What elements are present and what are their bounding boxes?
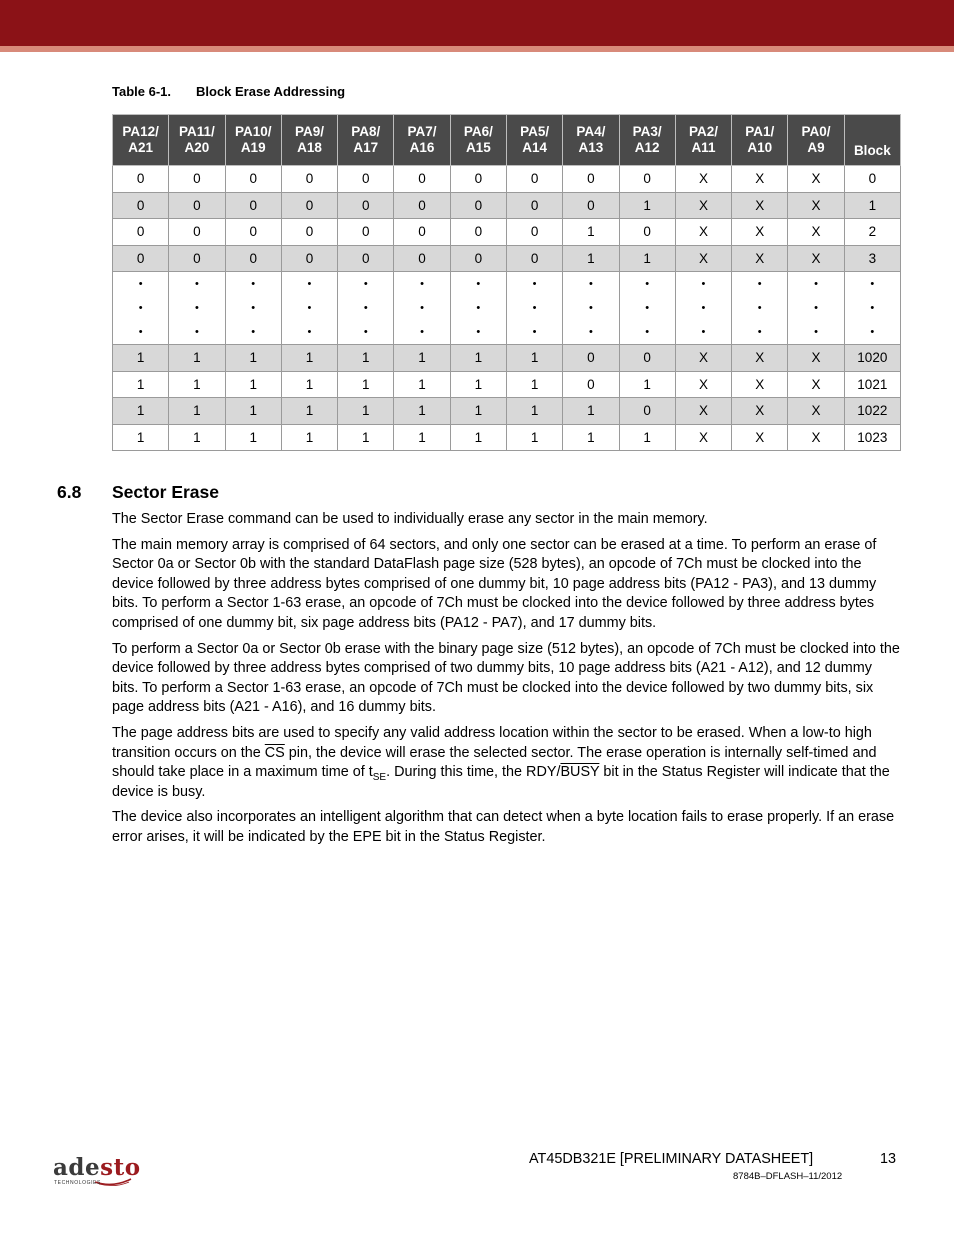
table-cell: 0 (563, 371, 619, 398)
table-cell: 1 (394, 345, 450, 372)
header-text: PA8/ (351, 124, 381, 139)
table-row (113, 398, 901, 425)
section-number: 6.8 (57, 482, 82, 502)
table-cell: 0 (225, 192, 281, 219)
section-body (112, 510, 902, 854)
header-text: A21 (128, 140, 154, 155)
table-cell: X (675, 245, 731, 272)
tse-subscript: SE (372, 772, 387, 783)
section-title: Sector Erase (112, 482, 220, 502)
p4-part-a: The page address bits are used to specify any valid address location within the sector to be erased. When a low-to high transition occurs on the (112, 724, 872, 761)
table-cell: X (675, 219, 731, 246)
table-cell: 1 (169, 398, 225, 425)
header-text: PA2/ (688, 124, 718, 139)
table-cell: 1 (113, 424, 169, 451)
header-text: PA4/ (576, 124, 606, 139)
page-number: 13 (880, 1151, 897, 1167)
header-text: PA12/ (122, 124, 159, 139)
table-header-cell (619, 115, 675, 166)
table-cell: 0 (450, 166, 506, 193)
table-cell: • • • (450, 272, 506, 345)
table-cell: 0 (113, 245, 169, 272)
header-text: A17 (353, 140, 379, 155)
table-cell: 0 (225, 166, 281, 193)
table-cell: X (732, 245, 788, 272)
table-cell: X (732, 345, 788, 372)
p4-part-d: bit in the Status Register will indicate that the device is busy. (112, 764, 890, 800)
table-cell: X (732, 371, 788, 398)
table-cell: 1023 (844, 424, 900, 451)
footer-doc-title: AT45DB321E [PRELIMINARY DATASHEET] (529, 1151, 814, 1167)
table-cell: X (788, 245, 844, 272)
table-cell: • • • (338, 272, 394, 345)
table-cell: 1 (450, 398, 506, 425)
table-cell: 0 (169, 219, 225, 246)
table-header-cell (563, 115, 619, 166)
cs-signal: $\overline{CS}$ (264, 744, 285, 761)
table-caption-title: Block Erase Addressing (196, 84, 346, 99)
table-cell: X (675, 424, 731, 451)
table-cell: 0 (563, 345, 619, 372)
header-text: PA6/ (463, 124, 493, 139)
table-cell: • • • (619, 272, 675, 345)
table-cell: 1 (113, 345, 169, 372)
footer-doc-code: 8784B–DFLASH–11/2012 (733, 1171, 843, 1182)
table-cell: X (675, 371, 731, 398)
table-cell: 0 (394, 245, 450, 272)
section-heading (57, 482, 219, 503)
table-caption-number: Table 6-1. (112, 84, 172, 99)
header-text: A14 (522, 140, 547, 155)
paragraph-5: The device also incorporates an intelligent algorithm that can detect when a byte location fails to erase properly. If an erase error arises, it will be indicated by the EPE bit in the Status Register. (112, 809, 895, 845)
table-cell: X (675, 345, 731, 372)
table-header-row (113, 115, 901, 166)
table-cell: 1 (169, 345, 225, 372)
table-cell: 1 (619, 245, 675, 272)
table-cell: 1 (338, 424, 394, 451)
table-cell: 1020 (844, 345, 900, 372)
table-cell: 0 (506, 166, 562, 193)
table-cell: 1 (225, 424, 281, 451)
header-bar (0, 0, 954, 46)
table-cell: X (675, 398, 731, 425)
table-cell: • • • (788, 272, 844, 345)
table-cell: 1 (225, 398, 281, 425)
table-cell: • • • (225, 272, 281, 345)
table-cell: • • • (113, 272, 169, 345)
table-cell: X (732, 166, 788, 193)
table-cell: 1 (506, 424, 562, 451)
table-cell: 1 (506, 398, 562, 425)
table-cell: 1 (225, 345, 281, 372)
table-header-cell (394, 115, 450, 166)
table-cell: 0 (844, 166, 900, 193)
table-header-cell (225, 115, 281, 166)
table-cell: 1 (394, 424, 450, 451)
table-row (113, 219, 901, 246)
table-cell: 0 (450, 192, 506, 219)
table-cell: 0 (394, 192, 450, 219)
table-cell: 0 (338, 245, 394, 272)
table-row (113, 166, 901, 193)
table-cell: X (788, 192, 844, 219)
header-stripe (0, 46, 954, 52)
table-cell: 1 (338, 398, 394, 425)
table-cell: 1 (450, 424, 506, 451)
table-cell: 0 (169, 166, 225, 193)
table-cell: X (675, 166, 731, 193)
table-cell: 0 (169, 245, 225, 272)
header-text: A19 (240, 140, 266, 155)
header-text: PA7/ (407, 124, 437, 139)
header-text: PA11/ (179, 124, 215, 139)
table-cell: 1 (506, 345, 562, 372)
table-cell: X (732, 424, 788, 451)
table-cell: X (788, 371, 844, 398)
table-cell: • • • (563, 272, 619, 345)
table-cell: 0 (450, 219, 506, 246)
table-cell: 1 (281, 371, 337, 398)
table-cell: 0 (619, 398, 675, 425)
table-cell: 0 (281, 192, 337, 219)
header-text: A11 (691, 140, 716, 155)
paragraph-2: The main memory array is comprised of 64 sectors, and only one sector can be erased at a time. To perform an erase of Sector 0a or Sector 0b with the standard DataFlash page size (528 bytes), an opcode of 7Ch must be clocked into the device followed by three address bytes comprised of one dummy bit, 10 page address bits (PA12 - PA3), and 13 dummy bits. To perform a Sector 1-63 erase, an opcode of 7Ch must be clocked into the device followed by three address bytes comprised of one dummy bit, six page address bits (PA12 - PA7), and 17 dummy bits. (112, 536, 877, 631)
table-cell: X (788, 398, 844, 425)
header-text: PA1/ (745, 124, 775, 139)
table-cell: 0 (281, 245, 337, 272)
table-cell: X (788, 219, 844, 246)
table-cell: X (788, 424, 844, 451)
table-cell: 1 (113, 371, 169, 398)
table-header-cell (506, 115, 562, 166)
table-cell: 0 (506, 219, 562, 246)
table-row (113, 272, 901, 345)
table-cell: X (732, 398, 788, 425)
table-cell: 0 (563, 192, 619, 219)
table-cell: 3 (844, 245, 900, 272)
table-cell: 0 (619, 219, 675, 246)
header-text: PA10/ (234, 124, 272, 139)
logo-subtitle: TECHNOLOGIES (54, 1180, 101, 1186)
header-text: PA9/ (294, 124, 324, 139)
table-cell: • • • (506, 272, 562, 345)
table-header-cell (169, 115, 225, 166)
table-caption (112, 84, 345, 99)
table-cell: 1 (338, 345, 394, 372)
table-cell: 1 (506, 371, 562, 398)
header-text: PA0/ (801, 124, 831, 139)
table-header-cell (732, 115, 788, 166)
table-cell: 0 (506, 192, 562, 219)
table-cell: 0 (113, 219, 169, 246)
table-cell: 2 (844, 219, 900, 246)
adesto-logo (53, 1154, 143, 1188)
table-cell: 1 (394, 371, 450, 398)
header-text: Block (853, 143, 891, 158)
table-cell: 0 (394, 219, 450, 246)
table-cell: 1 (113, 398, 169, 425)
table-cell: 0 (225, 245, 281, 272)
table-header-cell (450, 115, 506, 166)
table-cell: • • • (394, 272, 450, 345)
table-body (113, 166, 901, 451)
table-cell: X (732, 192, 788, 219)
table-cell: 1 (338, 371, 394, 398)
table-cell: 0 (169, 192, 225, 219)
table-cell: 0 (338, 166, 394, 193)
table-cell: 0 (506, 245, 562, 272)
table-row (113, 192, 901, 219)
table-cell: 1 (450, 371, 506, 398)
table-header-cell (338, 115, 394, 166)
p4-part-b: pin, the device will erase the selected sector. The erase operation is internally self-timed and should take place in a maximum time of t (112, 744, 877, 781)
header-text: A15 (465, 140, 491, 155)
table-cell: 0 (450, 245, 506, 272)
table-cell: • • • (844, 272, 900, 345)
table-header-cell (675, 115, 731, 166)
table-cell: 1 (563, 424, 619, 451)
table-cell: 1 (225, 371, 281, 398)
paragraph-3: To perform a Sector 0a or Sector 0b erase with the binary page size (512 bytes), an opcode of 7Ch must be clocked into the device followed by three address bytes comprised of two dummy bits, 10 page address bits (A21 - A12), and 12 dummy bits. To perform a Sector 1-63 erase, an opcode of 7Ch must be clocked into the device followed by two dummy bits, six page address bits (A21 - A16), and 16 dummy bits. (112, 640, 900, 716)
table-row (113, 424, 901, 451)
table-cell: 0 (281, 166, 337, 193)
header-text: A10 (747, 140, 773, 155)
table-cell: • • • (675, 272, 731, 345)
table-cell: X (788, 166, 844, 193)
table-cell: 0 (563, 166, 619, 193)
table-cell: 0 (394, 166, 450, 193)
table-cell: X (675, 192, 731, 219)
table-cell: • • • (281, 272, 337, 345)
table-cell: 0 (113, 192, 169, 219)
logo-text-a: ade (53, 1154, 101, 1181)
table-cell: 1 (844, 192, 900, 219)
header-text: PA5/ (520, 124, 550, 139)
table-cell: 1 (563, 245, 619, 272)
table-cell: X (788, 345, 844, 372)
table-cell: 1 (394, 398, 450, 425)
table-cell: 0 (338, 192, 394, 219)
header-text: A18 (297, 140, 322, 155)
logo-text-b: sto (100, 1154, 141, 1181)
table-cell: X (732, 219, 788, 246)
table-cell: 1021 (844, 371, 900, 398)
table-header-cell (844, 115, 900, 166)
table-row (113, 345, 901, 372)
table-cell: 1 (169, 424, 225, 451)
header-text: A12 (634, 140, 660, 155)
table-header-cell (281, 115, 337, 166)
table-cell: 1 (563, 219, 619, 246)
table-cell: 0 (619, 345, 675, 372)
table-cell: 1022 (844, 398, 900, 425)
table-cell: 0 (338, 219, 394, 246)
table-cell: 0 (225, 219, 281, 246)
p4-part-c: . During this time, the RDY/ (386, 764, 561, 781)
paragraph-1: The Sector Erase command can be used to individually erase any sector in the main memory. (112, 511, 708, 527)
table-row (113, 245, 901, 272)
busy-signal: BUSY (560, 764, 600, 781)
header-text: A9 (807, 140, 825, 155)
table-cell: 1 (281, 398, 337, 425)
table-cell: 1 (619, 371, 675, 398)
header-text: PA3/ (632, 124, 662, 139)
table-cell: 1 (281, 345, 337, 372)
table-cell: 0 (113, 166, 169, 193)
table-cell: 1 (619, 424, 675, 451)
table-cell: 1 (619, 192, 675, 219)
table-cell: • • • (732, 272, 788, 345)
table-cell: 1 (281, 424, 337, 451)
header-text: A13 (578, 140, 604, 155)
table-cell: 0 (619, 166, 675, 193)
table-cell: • • • (169, 272, 225, 345)
table-cell: 1 (169, 371, 225, 398)
header-text: A16 (409, 140, 435, 155)
block-erase-table (112, 114, 901, 451)
table-header-cell (788, 115, 844, 166)
table-cell: 1 (450, 345, 506, 372)
table-row (113, 371, 901, 398)
table-header-cell (113, 115, 169, 166)
table-cell: 0 (281, 219, 337, 246)
header-text: A20 (184, 140, 210, 155)
table-cell: 1 (563, 398, 619, 425)
paragraph-4 (112, 724, 902, 802)
